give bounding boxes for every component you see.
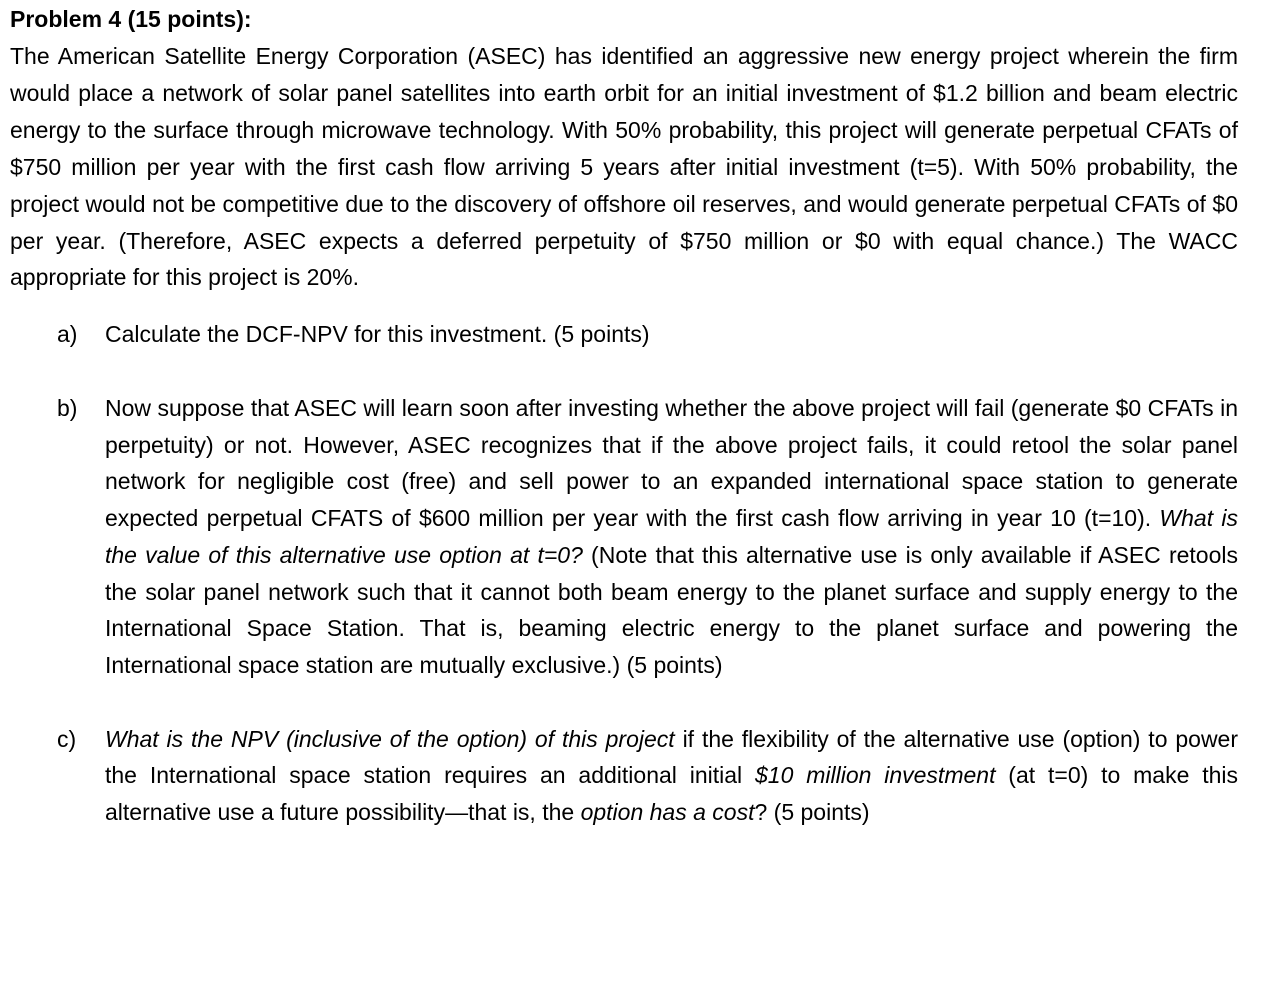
part-b-text-2: (Note that this alternative use is only available if ASEC retools the solar panel network such that it cannot both beam energy to the planet surface and supply energy to the International Space Station. That is, beaming electric energy to the planet surface and powering the International space station are mutually exclusive.) (5 points)	[105, 541, 1238, 678]
problem-title: Problem 4 (15 points):	[10, 6, 252, 32]
part-b-text-1: Now suppose that ASEC will learn soon after investing whether the above project will fail (generate $0 CFATs in perpetuity) or not. However, ASEC recognizes that if the above project fails, it could retool the solar panel network for negligible cost (free) and sell power to an expanded international space station to generate expected perpetual CFATS of $600 million per year with the first cash flow arriving in year 10 (t=10).	[105, 395, 1238, 532]
part-c-text-2: (at t=0) to make this alternative use a future possibility—that is, the	[105, 762, 1239, 826]
part-c-marker: c)	[57, 725, 77, 752]
part-a-marker: a)	[57, 321, 78, 348]
part-c-investment: $10 million investment	[755, 762, 996, 789]
part-c-text-3: ? (5 points)	[754, 799, 870, 826]
part-a	[10, 316, 1238, 353]
problem-document	[10, 4, 1238, 831]
question-parts	[10, 316, 1238, 830]
problem-intro: The American Satellite Energy Corporation (ASEC) has identified an aggressive new energy project wherein the firm would place a network of solar panel satellites into earth orbit for an initial investment of $1.2 billion and beam electric energy to the surface through microwave technology. With 50% probability, this project will generate perpetual CFATs of $750 million per year with the first cash flow arriving 5 years after initial investment (t=5). With 50% probability, the project would not be competitive due to the discovery of offshore oil reserves, and would generate perpetual CFATs of $0 per year. (Therefore, ASEC expects a deferred perpetuity of $750 million or $0 with equal chance.) The WACC appropriate for this project is 20%.	[10, 43, 1238, 291]
part-c-text-1: if the flexibility of the alternative use (option) to power the International space station requires an additional initial	[105, 725, 1239, 789]
part-c-question: What is the NPV (inclusive of the option) of this project	[105, 725, 675, 752]
part-b-question: What is the value of this alternative use option at t=0?	[105, 505, 1238, 568]
part-c	[10, 721, 1238, 831]
part-b-marker: b)	[57, 395, 78, 422]
part-b	[10, 390, 1238, 684]
part-a-text: Calculate the DCF-NPV for this investment. (5 points)	[105, 321, 650, 348]
part-c-option-cost: option has a cost	[580, 799, 755, 826]
